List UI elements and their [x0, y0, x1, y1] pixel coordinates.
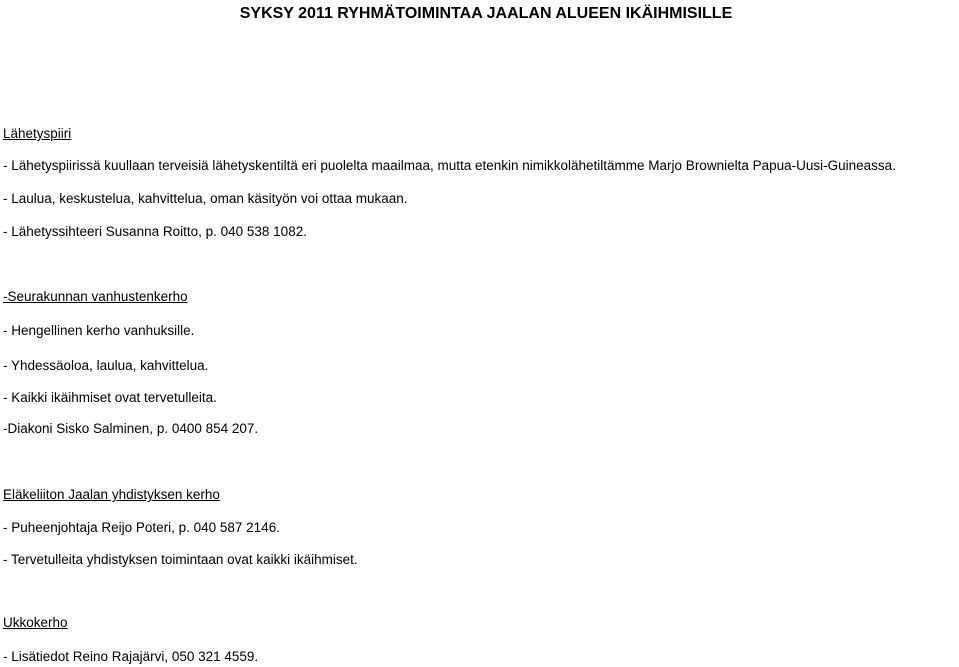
- section-line: - Yhdessäoloa, laulua, kahvittelua.: [3, 358, 209, 373]
- section-line: - Puheenjohtaja Reijo Poteri, p. 040 587 2146.: [3, 520, 280, 535]
- section-line: - Lähetyssihteeri Susanna Roitto, p. 040 538 1082.: [3, 224, 307, 239]
- section-line: - Lähetyspiirissä kuullaan terveisiä lähetyskentiltä eri puolelta maailmaa, mutta etenkin nimikkolähetiltämme Marjo Brownielta Papua-Uusi-Guineassa.: [3, 158, 896, 173]
- page-title: SYKSY 2011 RYHMÄTOIMINTAA JAALAN ALUEEN IKÄIHMISILLE: [239, 5, 733, 22]
- section-line: - Tervetulleita yhdistyksen toimintaan ovat kaikki ikäihmiset.: [3, 552, 358, 567]
- section-line: - Hengellinen kerho vanhuksille.: [3, 323, 195, 338]
- section-heading-vanhustenkerho: -Seurakunnan vanhustenkerho: [3, 289, 188, 304]
- section-line: - Laulua, keskustelua, kahvittelua, oman käsityön voi ottaa mukaan.: [3, 191, 408, 206]
- section-line: - Kaikki ikäihmiset ovat tervetulleita.: [3, 390, 217, 405]
- section-heading-ukkokerho: Ukkokerho: [3, 615, 68, 630]
- section-line: - Lisätiedot Reino Rajajärvi, 050 321 4559.: [3, 649, 259, 664]
- section-heading-lahetyspiiri: Lähetyspiiri: [3, 126, 72, 141]
- section-heading-elakeliitto: Eläkeliiton Jaalan yhdistyksen kerho: [3, 487, 220, 502]
- section-line: -Diakoni Sisko Salminen, p. 0400 854 207.: [3, 421, 259, 436]
